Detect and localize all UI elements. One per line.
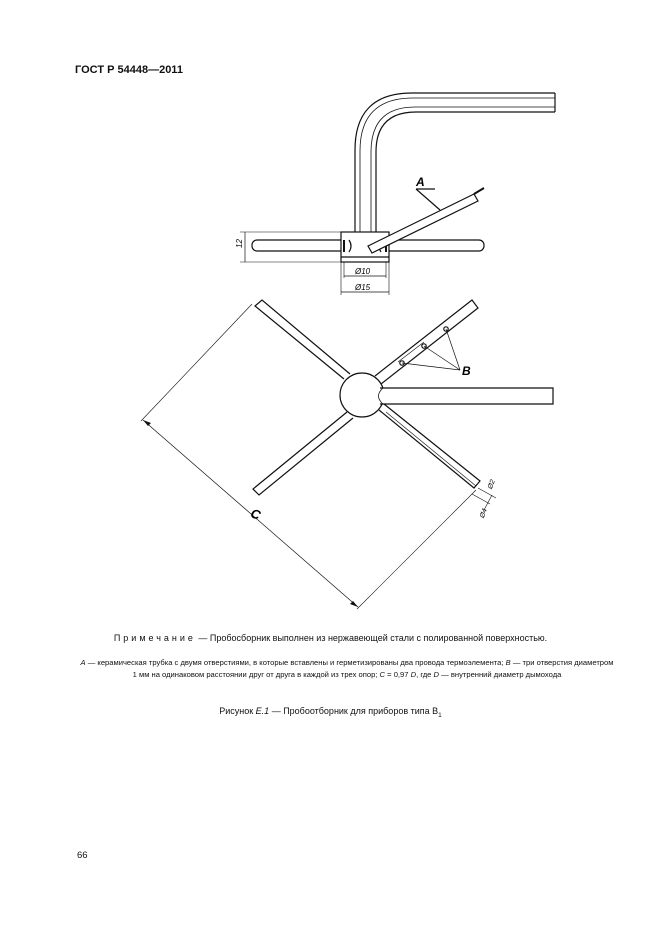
dim-small-1: Ø2 <box>487 478 497 491</box>
label-b: B <box>462 364 471 378</box>
dim-small-2: Ø4 <box>479 507 489 520</box>
legend-d-text: — внутренний диаметр дымохода <box>441 670 562 679</box>
legend-a-text: — керамическая трубка с двумя отверстиями, в которые вставлены и герметизированы два провода термоэлемента; <box>87 658 504 667</box>
note-text: — Пробосборник выполнен из нержавеющей стали с полированной поверхностью. <box>198 633 548 643</box>
arm-nw <box>255 300 350 379</box>
outlet-pipe <box>380 388 553 404</box>
caption-sub: 1 <box>438 711 442 719</box>
legend-c-where: , где <box>416 670 432 679</box>
document-header: ГОСТ Р 54448—2011 <box>75 64 183 76</box>
legend-a-key: A <box>80 658 86 667</box>
legend-c-text: = 0,97 <box>387 670 409 679</box>
legend-b-text: — три отверстия диаметром 1 мм на одинаковом расстоянии друг от друга в каждой из трех опор; <box>132 658 614 679</box>
legend-d-key: D <box>433 670 440 679</box>
legend-b-key: B <box>505 658 511 667</box>
caption-number: Е.1 <box>255 706 270 716</box>
dim-height: 12 <box>235 239 244 248</box>
ceramic-tube <box>368 194 478 253</box>
figure-legend <box>78 657 616 681</box>
pipe-inner-wall <box>376 112 555 232</box>
legend-c-key: C <box>379 670 386 679</box>
figure-note <box>0 633 661 643</box>
label-c: C <box>248 505 263 523</box>
caption-prefix: Рисунок <box>219 706 254 716</box>
figure-caption <box>0 706 661 719</box>
dim-inner-diameter: Ø10 <box>355 267 371 276</box>
note-prefix: Примечание <box>113 633 196 643</box>
legend-c-d: D <box>410 670 417 679</box>
arm-sw <box>253 412 353 495</box>
hub-circle <box>340 373 384 417</box>
page-number: 66 <box>77 850 88 861</box>
dim-outer-diameter: Ø15 <box>355 283 371 292</box>
label-a: A <box>416 175 425 189</box>
arm-se <box>379 404 480 488</box>
caption-text: — Пробоотборник для приборов типа В <box>271 706 439 716</box>
